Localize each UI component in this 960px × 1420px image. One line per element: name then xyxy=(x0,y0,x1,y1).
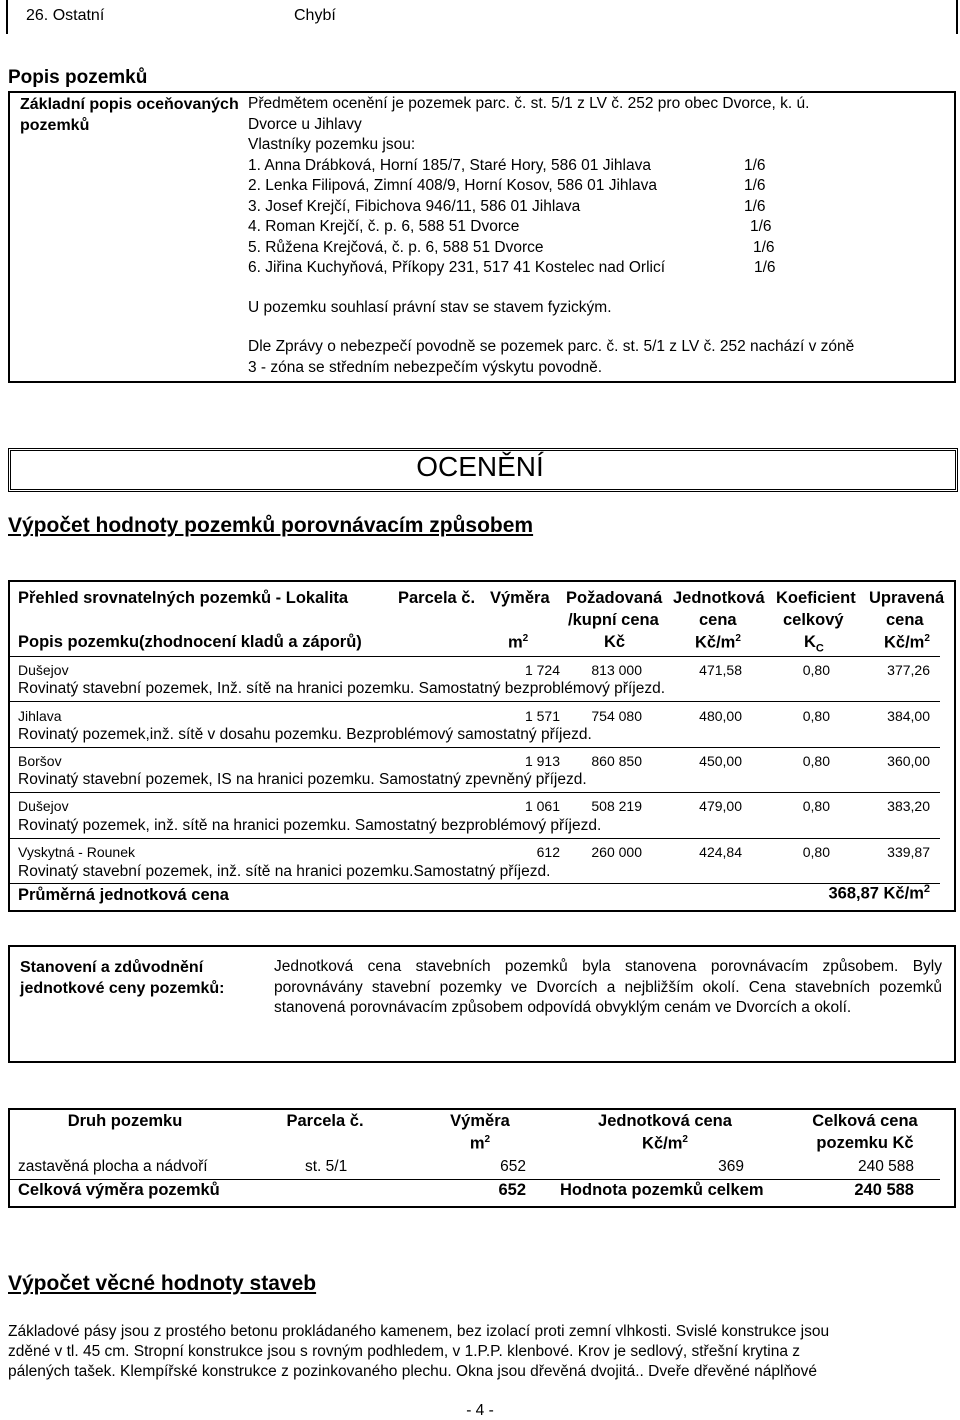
header-adj-unit: $Kč/m^2$ xyxy=(884,633,930,652)
owners-label: Vlastníky pozemku jsou: xyxy=(248,136,416,153)
page-number: - 4 - xyxy=(466,1402,494,1419)
row-adjusted: 360,00 xyxy=(887,753,930,769)
row-price: 860 850 xyxy=(591,753,642,769)
row-unit: 479,00 xyxy=(699,798,742,814)
section-heading: Výpočet hodnoty pozemků porovnávacím způsobem xyxy=(8,514,534,537)
row-unit: 424,84 xyxy=(699,844,742,860)
flood-line-2: 3 - zóna se středním nebezpečím výskytu povodně. xyxy=(248,358,603,376)
row-separator xyxy=(10,792,940,793)
header-unit-1: Jednotková xyxy=(673,589,765,607)
top-strip xyxy=(6,0,958,34)
staveb-line: Základové pásy jsou z prostého betonu prokládaného kamenem, bez izolací proti zemní vlhkosti. Svislé konstrukce jsou xyxy=(8,1323,830,1340)
row-adjusted: 384,00 xyxy=(887,708,930,724)
owner-row xyxy=(248,258,948,279)
summary-header-total-1: Celková cena xyxy=(812,1112,918,1130)
summary-row-parcel: st. 5/1 xyxy=(305,1158,348,1175)
owner-name: 1. Anna Drábková, Horní 185/7, Staré Hory, 586 01 Jihlava xyxy=(248,156,651,174)
row-area: 1 724 xyxy=(524,662,560,678)
section-heading: Výpočet věcné hodnoty staveb xyxy=(8,1272,317,1295)
summary-header-parcel: Parcela č. xyxy=(286,1112,364,1130)
row-locality: Boršov xyxy=(18,753,62,769)
summary-header-unit-unit: $Kč/m^2$ xyxy=(642,1134,688,1153)
header-coef-1: Koeficient xyxy=(776,589,856,607)
header-unit-2: cena xyxy=(699,611,737,629)
summary-total-value-label: Hodnota pozemků celkem xyxy=(560,1181,764,1199)
row-area: 1 913 xyxy=(524,753,560,769)
stanoveni-text: Jednotková cena stavebních pozemků byla stanovena porovnávacím způsobem. Byly porovnávány stavební pozemky ve Dvorcích a nejbližším okolí. Cena stavebních pozemků stanovená porovnávacím způsobem odpovídá obvyklým cenám ve Dvorcích a okolí. xyxy=(274,958,942,1016)
summary-total-value: 240 588 xyxy=(854,1181,914,1199)
row-area: 612 xyxy=(536,844,560,860)
summary-row-unit: 369 xyxy=(718,1158,744,1175)
flood-line-1: Dle Zprávy o nebezpečí povodně se pozemek parc. č. st. 5/1 z LV č. 252 nachází v zóně xyxy=(248,338,855,355)
summary-header-unit: Jednotková cena xyxy=(598,1112,732,1130)
staveb-text xyxy=(8,1322,952,1382)
intro-line-1: Předmětem ocenění je pozemek parc. č. st. 5/1 z LV č. 252 pro obec Dvorce, k. ú. xyxy=(248,95,810,112)
row-separator xyxy=(10,838,940,839)
summary-header-type: Druh pozemku xyxy=(67,1112,183,1130)
popis-title: Popis pozemků xyxy=(8,67,148,88)
row-locality: Jihlava xyxy=(18,708,62,724)
owner-row xyxy=(248,238,948,259)
owner-name: 4. Roman Krejčí, č. p. 6, 588 51 Dvorce xyxy=(248,218,520,235)
average-value: 368,87 $Kč/m^2$ xyxy=(828,883,930,903)
header-adj-2: cena xyxy=(886,611,924,629)
popis-left-label: Základní popis oceňovaných pozemků xyxy=(20,96,239,134)
owner-row xyxy=(248,217,948,238)
row-price: 813 000 xyxy=(591,662,642,678)
owner-name: 2. Lenka Filipová, Zimní 408/9, Horní Kosov, 586 01 Jihlava xyxy=(248,177,657,194)
owner-row xyxy=(248,156,948,177)
oceneni-title: OCENĚNÍ xyxy=(416,451,544,482)
header-price-1: Požadovaná xyxy=(566,589,663,607)
summary-row-area: 652 xyxy=(500,1158,526,1175)
header-area: Výměra xyxy=(490,589,550,607)
summary-total-label: Celková výměra pozemků xyxy=(18,1181,220,1199)
staveb-line: zděné v tl. 45 cm. Stropní konstrukce jsou s rovným podhledem, v 1.P.P. klenbové. Krov je sedlový, střešní krytina z xyxy=(8,1343,801,1360)
row-description: Rovinatý stavební pozemek, IS na hranici pozemku. Samostatný zpevněný příjezd. xyxy=(18,771,587,788)
header-coef-unit: $K_C$ xyxy=(804,633,824,655)
header-coef-2: celkový xyxy=(783,611,844,629)
owner-share: 1/6 xyxy=(744,177,766,194)
owner-share: 1/6 xyxy=(753,238,775,256)
row-description: Rovinatý pozemek, inž. sítě na hranici pozemku. Samostatný bezproblémový příjezd. xyxy=(18,817,602,834)
row-description: Rovinatý stavební pozemek, Inž. sítě na hranici pozemku. Samostatný bezproblémový příjezd. xyxy=(18,680,666,697)
section-label: 26. Ostatní xyxy=(26,7,105,24)
owner-name: 5. Růžena Krejčová, č. p. 6, 588 51 Dvorce xyxy=(248,238,544,256)
row-description: Rovinatý stavební pozemek, inž. sítě na hranici pozemku.Samostatný příjezd. xyxy=(18,863,551,880)
row-description: Rovinatý pozemek,inž. sítě v dosahu pozemku. Bezproblémový samostatný příjezd. xyxy=(18,726,592,743)
row-adjusted: 383,20 xyxy=(887,798,930,814)
row-unit: 471,58 xyxy=(699,662,742,678)
row-coef: 0,80 xyxy=(802,753,830,769)
summary-row-total: 240 588 xyxy=(857,1158,914,1175)
row-coef: 0,80 xyxy=(802,708,830,724)
status-label: Chybí xyxy=(294,7,336,24)
owner-row xyxy=(248,197,948,218)
owner-share: 1/6 xyxy=(744,197,766,215)
row-adjusted: 377,26 xyxy=(887,662,930,678)
header-price-2: /kupní cena xyxy=(568,611,659,629)
row-locality: Dušejov xyxy=(18,662,69,678)
summary-separator xyxy=(10,1179,940,1180)
header-price-unit: Kč xyxy=(604,633,626,651)
row-separator xyxy=(10,701,940,702)
row-area: 1 571 xyxy=(524,708,560,724)
row-separator xyxy=(10,747,940,748)
row-price: 260 000 xyxy=(591,844,642,860)
row-coef: 0,80 xyxy=(802,844,830,860)
owner-share: 1/6 xyxy=(744,156,766,174)
header-area-unit: $m^2$ xyxy=(508,633,529,652)
row-unit: 480,00 xyxy=(699,708,742,724)
owner-row xyxy=(248,176,948,197)
header-adj-1: Upravená xyxy=(869,589,945,607)
legal-status: U pozemku souhlasí právní stav se stavem fyzickým. xyxy=(248,298,612,316)
summary-total-area: 652 xyxy=(498,1181,526,1199)
owner-share: 1/6 xyxy=(750,218,772,235)
summary-header-area: Výměra xyxy=(450,1112,510,1130)
owner-share: 1/6 xyxy=(754,259,776,276)
row-unit: 450,00 xyxy=(699,753,742,769)
row-coef: 0,80 xyxy=(802,798,830,814)
row-coef: 0,80 xyxy=(802,662,830,678)
header-parcel: Parcela č. xyxy=(398,589,476,607)
row-locality: Dušejov xyxy=(18,798,69,814)
header-unit-unit: $Kč/m^2$ xyxy=(695,633,741,652)
header-locality: Přehled srovnatelných pozemků - Lokalita xyxy=(18,589,349,607)
staveb-line: pálených tašek. Klempířské konstrukce z pozinkovaného plechu. Okna jsou dřevěná dvojitá.. Dveře dřevěné náplňové xyxy=(8,1363,818,1380)
row-price: 754 080 xyxy=(591,708,642,724)
row-locality: Vyskytná - Rounek xyxy=(18,844,135,860)
summary-header-total-2: pozemku Kč xyxy=(816,1134,914,1152)
header-separator xyxy=(10,656,940,657)
average-label: Průměrná jednotková cena xyxy=(18,886,229,904)
owner-name: 3. Josef Krejčí, Fibichova 946/11, 586 01 Jihlava xyxy=(248,197,581,215)
row-adjusted: 339,87 xyxy=(887,844,930,860)
header-description: Popis pozemku(zhodnocení kladů a záporů) xyxy=(18,633,362,651)
popis-content xyxy=(248,94,948,378)
row-area: 1 061 xyxy=(524,798,560,814)
row-price: 508 219 xyxy=(591,798,642,814)
summary-row-type: zastavěná plocha a nádvoří xyxy=(18,1158,208,1175)
summary-header-area-unit: $m^2$ xyxy=(469,1134,491,1153)
owner-name: 6. Jiřina Kuchyňová, Příkopy 231, 517 41 Kostelec nad Orlicí xyxy=(248,259,666,276)
stanoveni-label: Stanovení a zdůvodnění jednotkové ceny pozemků: xyxy=(20,959,225,997)
intro-line-2: Dvorce u Jihlavy xyxy=(248,115,362,133)
